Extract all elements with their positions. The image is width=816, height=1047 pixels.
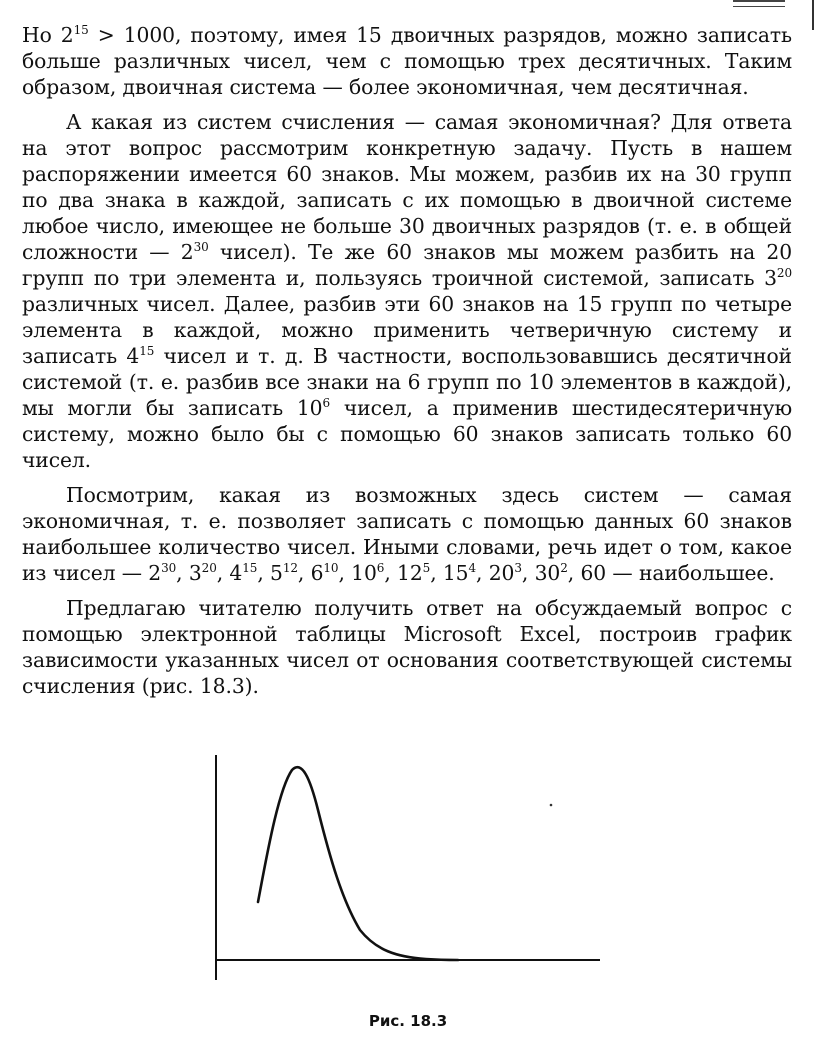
superscript: 20 (776, 266, 792, 280)
text-run: , 6 (297, 561, 324, 585)
text-run: , 30 (521, 561, 561, 585)
text-run: , 10 (338, 561, 377, 585)
paragraph (22, 109, 792, 473)
text-run: Но 2 (22, 23, 74, 47)
superscript: 30 (193, 240, 209, 254)
superscript: 6 (376, 561, 385, 575)
header-rule (733, 0, 785, 7)
superscript: 15 (139, 344, 155, 358)
text-run: чисел, а применив шестидесятеричную систему, можно было бы с помощью 60 знаков записать только 60 чисел. (22, 396, 793, 472)
paragraph (22, 482, 792, 586)
text-run: , 5 (257, 561, 283, 585)
text-run: , 12 (384, 561, 423, 585)
page-edge-mark (812, 0, 814, 30)
text-run: , 60 — наибольшее. (567, 561, 775, 585)
figure-18-3-graph (200, 750, 620, 980)
paragraph (22, 22, 792, 100)
figure-caption: Рис. 18.3 (368, 1012, 448, 1030)
text-run: Посмотрим, какая из возможных здесь систем — самая экономичная, т. е. позволяет записать с помощью данных 60 знаков наибольшее количество чисел. Иными словами, речь идет о том, какое из чисел — 2 (22, 483, 792, 585)
text-run: , 3 (176, 561, 202, 585)
text-run: Предлагаю читателю получить ответ на обсуждаемый вопрос с помощью электронной таблицы Microsoft Excel, построив график зависимости указанных чисел от основания соответствующей системы счисления (рис. 18.3). (22, 596, 792, 698)
text-run: чисел и т. д. В частности, воспользовавшись десятичной системой (т. е. разбив все знаки на 6 групп по 10 элементов в каждой), мы могли бы записать 10 (22, 344, 792, 420)
superscript: 5 (422, 561, 431, 575)
text-run: А какая из систем счисления — самая экономичная? Для ответа на этот вопрос рассмотрим конкретную задачу. Пусть в нашем распоряжении имеется 60 знаков. Мы можем, разбив их на 30 групп по два знака в каждой, записать с их помощью в двоичной системе любое число, имеющее не больше 30 двоичных разрядов (т. е. в общей сложности — 2 (22, 110, 792, 264)
curve (258, 767, 458, 960)
superscript: 3 (514, 561, 522, 575)
superscript: 10 (323, 561, 339, 575)
superscript: 15 (242, 561, 258, 575)
paragraph (22, 595, 792, 699)
superscript: 20 (201, 561, 217, 575)
superscript: 4 (468, 561, 477, 575)
text-run: > 1000, поэтому, имея 15 двоичных разрядов, можно записать больше различных чисел, чем с помощью трех десятичных. Таким образом, двоичная система — более экономичная, чем десятичная. (22, 23, 792, 99)
superscript: 2 (560, 561, 568, 575)
superscript: 15 (73, 23, 89, 37)
body-text (22, 22, 792, 699)
superscript: 6 (322, 396, 331, 410)
text-run: , 20 (476, 561, 515, 585)
text-run: чисел). Те же 60 знаков мы можем разбить на 20 групп по три элемента и, пользуясь троичной системой, записать 3 (22, 240, 792, 290)
text-run: , 15 (430, 561, 469, 585)
text-run: , 4 (216, 561, 243, 585)
text-run: различных чисел. Далее, разбив эти 60 знаков на 15 групп по четыре элемента в каждой, можно применить четверичную систему и записать 4 (22, 292, 792, 368)
superscript: 30 (161, 561, 177, 575)
stray-dot (550, 804, 553, 807)
superscript: 12 (282, 561, 298, 575)
